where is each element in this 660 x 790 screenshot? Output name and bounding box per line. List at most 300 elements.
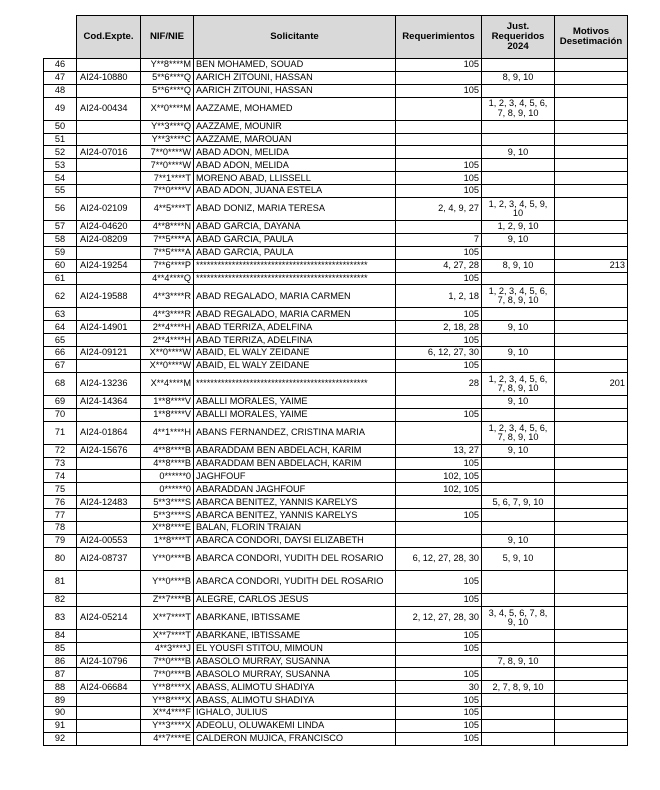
nif-nie-cell: 5**3****S	[141, 496, 194, 509]
just-requeridos-cell: 7, 8, 9, 10	[482, 655, 555, 668]
table-row	[44, 185, 628, 198]
table-row	[44, 593, 628, 606]
cod-expte-cell: AI24-02109	[77, 198, 141, 221]
table-row	[44, 259, 628, 272]
just-requeridos-cell	[482, 509, 555, 522]
motivos-cell	[555, 84, 628, 97]
table-row	[44, 334, 628, 347]
nif-nie-cell: 4**4****Q	[141, 272, 194, 285]
just-requeridos-cell: 9, 10	[482, 444, 555, 457]
cod-expte-cell	[77, 732, 141, 745]
row-number: 75	[44, 483, 77, 496]
motivos-cell	[555, 321, 628, 334]
motivos-cell	[555, 198, 628, 221]
cod-expte-cell	[77, 84, 141, 97]
cod-expte-cell: AI24-13236	[77, 372, 141, 395]
requerimientos-cell: 28	[396, 372, 482, 395]
solicitante-cell: CALDERON MUJICA, FRANCISCO	[194, 732, 396, 745]
requerimientos-cell: 30	[396, 681, 482, 694]
nif-nie-cell: 7**6****P	[141, 259, 194, 272]
nif-nie-cell: Y**3****X	[141, 719, 194, 732]
requerimientos-cell: 105	[396, 593, 482, 606]
solicitante-cell: ABASOLO MURRAY, SUSANNA	[194, 668, 396, 681]
table-row	[44, 172, 628, 185]
row-number: 70	[44, 408, 77, 421]
requerimientos-cell: 105	[396, 707, 482, 720]
row-number: 88	[44, 681, 77, 694]
solicitante-cell: JAGHFOUF	[194, 470, 396, 483]
solicitante-cell: ABAD TERRIZA, ADELFINA	[194, 334, 396, 347]
header-just-requeridos: Just. Requeridos 2024	[482, 16, 555, 59]
motivos-cell	[555, 681, 628, 694]
row-number: 86	[44, 655, 77, 668]
nif-nie-cell: X**0****W	[141, 347, 194, 360]
cod-expte-cell	[77, 408, 141, 421]
cod-expte-cell	[77, 133, 141, 146]
row-number: 91	[44, 719, 77, 732]
motivos-cell	[555, 246, 628, 259]
row-number: 49	[44, 97, 77, 120]
row-number: 53	[44, 159, 77, 172]
nif-nie-cell: 4**8****B	[141, 457, 194, 470]
motivos-cell	[555, 285, 628, 308]
nif-nie-cell: 0******0	[141, 470, 194, 483]
motivos-cell	[555, 470, 628, 483]
solicitante-cell: ABARADDAM BEN ABDELACH, KARIM	[194, 457, 396, 470]
cod-expte-cell	[77, 483, 141, 496]
nif-nie-cell: 7**5****A	[141, 233, 194, 246]
just-requeridos-cell: 5, 6, 7, 9, 10	[482, 496, 555, 509]
solicitante-cell: ABAID, EL WALY ZEIDANE	[194, 347, 396, 360]
just-requeridos-cell	[482, 246, 555, 259]
row-number: 62	[44, 285, 77, 308]
solicitante-cell: ALEGRE, CARLOS JESUS	[194, 593, 396, 606]
motivos-cell	[555, 629, 628, 642]
row-number: 46	[44, 59, 77, 72]
cod-expte-cell	[77, 694, 141, 707]
motivos-cell	[555, 159, 628, 172]
row-number: 78	[44, 522, 77, 535]
motivos-cell	[555, 97, 628, 120]
just-requeridos-cell	[482, 308, 555, 321]
table-row	[44, 408, 628, 421]
row-number: 77	[44, 509, 77, 522]
just-requeridos-cell	[482, 84, 555, 97]
table-row	[44, 444, 628, 457]
requerimientos-cell: 7	[396, 233, 482, 246]
just-requeridos-cell	[482, 642, 555, 655]
solicitante-cell: ABAD DONIZ, MARIA TERESA	[194, 198, 396, 221]
cod-expte-cell	[77, 308, 141, 321]
motivos-cell	[555, 444, 628, 457]
motivos-cell: 201	[555, 372, 628, 395]
solicitante-cell: ABAD ADON, JUANA ESTELA	[194, 185, 396, 198]
nif-nie-cell: 7**0****V	[141, 185, 194, 198]
requerimientos-cell	[396, 146, 482, 159]
table-row	[44, 221, 628, 234]
table-row	[44, 534, 628, 547]
just-requeridos-cell	[482, 483, 555, 496]
solicitante-cell: ABAD GARCIA, PAULA	[194, 233, 396, 246]
requerimientos-cell	[396, 133, 482, 146]
just-requeridos-cell	[482, 522, 555, 535]
motivos-cell	[555, 334, 628, 347]
just-requeridos-cell	[482, 185, 555, 198]
motivos-cell	[555, 509, 628, 522]
cod-expte-cell	[77, 570, 141, 593]
solicitante-cell: AAZZAME, MOHAMED	[194, 97, 396, 120]
row-number: 79	[44, 534, 77, 547]
motivos-cell	[555, 522, 628, 535]
motivos-cell	[555, 395, 628, 408]
motivos-cell: 213	[555, 259, 628, 272]
solicitante-cell: ABAD GARCIA, DAYANA	[194, 221, 396, 234]
motivos-cell	[555, 570, 628, 593]
motivos-cell	[555, 133, 628, 146]
motivos-cell	[555, 71, 628, 84]
row-number: 85	[44, 642, 77, 655]
nif-nie-cell: Y**8****X	[141, 681, 194, 694]
requerimientos-cell: 105	[396, 732, 482, 745]
nif-nie-cell: Y**3****Q	[141, 120, 194, 133]
solicitante-cell: MORENO ABAD, LLISSELL	[194, 172, 396, 185]
nif-nie-cell: Y**8****X	[141, 694, 194, 707]
motivos-cell	[555, 172, 628, 185]
row-number: 57	[44, 221, 77, 234]
just-requeridos-cell	[482, 172, 555, 185]
solicitante-cell: ABAD ADON, MELIDA	[194, 159, 396, 172]
cod-expte-cell	[77, 360, 141, 373]
motivos-cell	[555, 483, 628, 496]
solicitante-cell: ABAD ADON, MELIDA	[194, 146, 396, 159]
cod-expte-cell: AI24-04620	[77, 221, 141, 234]
requerimientos-cell	[396, 221, 482, 234]
requerimientos-cell: 13, 27	[396, 444, 482, 457]
cod-expte-cell	[77, 59, 141, 72]
cod-expte-cell	[77, 668, 141, 681]
just-requeridos-cell	[482, 457, 555, 470]
table-body	[44, 59, 628, 746]
nif-nie-cell: X**0****W	[141, 360, 194, 373]
solicitante-cell: ABARKANE, IBTISSAME	[194, 606, 396, 629]
solicitante-cell: AAZZAME, MAROUAN	[194, 133, 396, 146]
row-number: 87	[44, 668, 77, 681]
cod-expte-cell	[77, 272, 141, 285]
requerimientos-cell	[396, 71, 482, 84]
cod-expte-cell: AI24-08209	[77, 233, 141, 246]
solicitante-cell: ABARCA CONDORI, YUDITH DEL ROSARIO	[194, 547, 396, 570]
row-number: 50	[44, 120, 77, 133]
just-requeridos-cell	[482, 593, 555, 606]
row-number: 81	[44, 570, 77, 593]
just-requeridos-cell	[482, 159, 555, 172]
cod-expte-cell: AI24-14364	[77, 395, 141, 408]
table-row	[44, 457, 628, 470]
nif-nie-cell: 1**8****V	[141, 408, 194, 421]
solicitante-cell: IGHALO, JULIUS	[194, 707, 396, 720]
just-requeridos-cell: 2, 7, 8, 9, 10	[482, 681, 555, 694]
row-number: 60	[44, 259, 77, 272]
solicitante-cell: ABASOLO MURRAY, SUSANNA	[194, 655, 396, 668]
solicitante-cell: ABARCA CONDORI, DAYSI ELIZABETH	[194, 534, 396, 547]
just-requeridos-cell: 9, 10	[482, 347, 555, 360]
cod-expte-cell	[77, 470, 141, 483]
just-requeridos-cell: 9, 10	[482, 146, 555, 159]
cod-expte-cell: AI24-12483	[77, 496, 141, 509]
motivos-cell	[555, 668, 628, 681]
row-number: 54	[44, 172, 77, 185]
solicitante-cell: EL YOUSFI STITOU, MIMOUN	[194, 642, 396, 655]
cod-expte-cell: AI24-07016	[77, 146, 141, 159]
solicitante-cell: ABASS, ALIMOTU SHADIYA	[194, 694, 396, 707]
table-row	[44, 233, 628, 246]
header-cod-expte: Cod.Expte.	[77, 16, 141, 59]
cod-expte-cell	[77, 246, 141, 259]
requerimientos-cell: 105	[396, 509, 482, 522]
row-number: 89	[44, 694, 77, 707]
header-num	[44, 16, 77, 59]
solicitante-cell: AARICH ZITOUNI, HASSAN	[194, 84, 396, 97]
cod-expte-cell	[77, 642, 141, 655]
row-number: 52	[44, 146, 77, 159]
cod-expte-cell	[77, 159, 141, 172]
requerimientos-cell: 105	[396, 185, 482, 198]
solicitante-cell: ABARCA CONDORI, YUDITH DEL ROSARIO	[194, 570, 396, 593]
motivos-cell	[555, 707, 628, 720]
row-number: 58	[44, 233, 77, 246]
table-row	[44, 372, 628, 395]
table-row	[44, 570, 628, 593]
nif-nie-cell: 1**8****T	[141, 534, 194, 547]
solicitante-cell: ABARKANE, IBTISSAME	[194, 629, 396, 642]
solicitante-cell: ABAD REGALADO, MARIA CARMEN	[194, 285, 396, 308]
applicants-table	[43, 15, 628, 746]
just-requeridos-cell: 9, 10	[482, 233, 555, 246]
solicitante-cell: ABARCA BENITEZ, YANNIS KARELYS	[194, 496, 396, 509]
requerimientos-cell: 105	[396, 84, 482, 97]
motivos-cell	[555, 360, 628, 373]
cod-expte-cell	[77, 629, 141, 642]
table-row	[44, 719, 628, 732]
row-number: 67	[44, 360, 77, 373]
table-row	[44, 120, 628, 133]
table-row	[44, 360, 628, 373]
nif-nie-cell: X**0****M	[141, 97, 194, 120]
motivos-cell	[555, 457, 628, 470]
requerimientos-cell: 6, 12, 27, 28, 30	[396, 547, 482, 570]
solicitante-cell: BEN MOHAMED, SOUAD	[194, 59, 396, 72]
just-requeridos-cell: 9, 10	[482, 534, 555, 547]
just-requeridos-cell: 1, 2, 3, 4, 5, 6, 7, 8, 9, 10	[482, 285, 555, 308]
requerimientos-cell: 105	[396, 59, 482, 72]
cod-expte-cell: AI24-06684	[77, 681, 141, 694]
cod-expte-cell: AI24-00553	[77, 534, 141, 547]
nif-nie-cell: 4**8****B	[141, 444, 194, 457]
cod-expte-cell	[77, 120, 141, 133]
row-number: 76	[44, 496, 77, 509]
nif-nie-cell: Z**7****B	[141, 593, 194, 606]
solicitante-cell: ABAD TERRIZA, ADELFINA	[194, 321, 396, 334]
nif-nie-cell: 4**3****R	[141, 285, 194, 308]
table-row	[44, 732, 628, 745]
motivos-cell	[555, 694, 628, 707]
header-solicitante: Solicitante	[194, 16, 396, 59]
requerimientos-cell: 105	[396, 308, 482, 321]
row-number: 74	[44, 470, 77, 483]
table-row	[44, 198, 628, 221]
cod-expte-cell	[77, 185, 141, 198]
table-row	[44, 470, 628, 483]
cod-expte-cell	[77, 334, 141, 347]
nif-nie-cell: 7**0****B	[141, 655, 194, 668]
requerimientos-cell: 4, 27, 28	[396, 259, 482, 272]
motivos-cell	[555, 221, 628, 234]
requerimientos-cell: 105	[396, 570, 482, 593]
nif-nie-cell: 4**8****N	[141, 221, 194, 234]
table-row	[44, 159, 628, 172]
nif-nie-cell: 4**3****J	[141, 642, 194, 655]
cod-expte-cell	[77, 457, 141, 470]
just-requeridos-cell: 1, 2, 3, 4, 5, 6, 7, 8, 9, 10	[482, 97, 555, 120]
nif-nie-cell: X**7****T	[141, 629, 194, 642]
solicitante-cell: ************************************************	[194, 259, 396, 272]
nif-nie-cell: 7**0****W	[141, 159, 194, 172]
nif-nie-cell: X**4****M	[141, 372, 194, 395]
table-row	[44, 146, 628, 159]
solicitante-cell: ************************************************	[194, 372, 396, 395]
just-requeridos-cell: 9, 10	[482, 321, 555, 334]
nif-nie-cell: 7**1****T	[141, 172, 194, 185]
motivos-cell	[555, 719, 628, 732]
header-nif-nie: NIF/NIE	[141, 16, 194, 59]
just-requeridos-cell	[482, 470, 555, 483]
cod-expte-cell: AI24-19588	[77, 285, 141, 308]
table-row	[44, 681, 628, 694]
requerimientos-cell	[396, 496, 482, 509]
just-requeridos-cell: 1, 2, 9, 10	[482, 221, 555, 234]
row-number: 56	[44, 198, 77, 221]
motivos-cell	[555, 496, 628, 509]
requerimientos-cell: 105	[396, 172, 482, 185]
cod-expte-cell	[77, 522, 141, 535]
solicitante-cell: ABARCA BENITEZ, YANNIS KARELYS	[194, 509, 396, 522]
table-row	[44, 522, 628, 535]
row-number: 65	[44, 334, 77, 347]
row-number: 83	[44, 606, 77, 629]
motivos-cell	[555, 732, 628, 745]
cod-expte-cell: AI24-14901	[77, 321, 141, 334]
cod-expte-cell	[77, 593, 141, 606]
solicitante-cell: BALAN, FLORIN TRAIAN	[194, 522, 396, 535]
table-row	[44, 629, 628, 642]
requerimientos-cell: 105	[396, 457, 482, 470]
nif-nie-cell: 5**6****Q	[141, 84, 194, 97]
nif-nie-cell: Y**3****C	[141, 133, 194, 146]
solicitante-cell: AAZZAME, MOUNIR	[194, 120, 396, 133]
table-row	[44, 321, 628, 334]
requerimientos-cell: 105	[396, 629, 482, 642]
requerimientos-cell	[396, 120, 482, 133]
just-requeridos-cell	[482, 272, 555, 285]
table-row	[44, 509, 628, 522]
requerimientos-cell: 1, 2, 18	[396, 285, 482, 308]
motivos-cell	[555, 642, 628, 655]
cod-expte-cell	[77, 172, 141, 185]
nif-nie-cell: 4**3****R	[141, 308, 194, 321]
table-row	[44, 97, 628, 120]
nif-nie-cell: X**8****E	[141, 522, 194, 535]
nif-nie-cell: 4**1****H	[141, 421, 194, 444]
solicitante-cell: ABARADDAN JAGHFOUF	[194, 483, 396, 496]
nif-nie-cell: 1**8****V	[141, 395, 194, 408]
requerimientos-cell: 105	[396, 642, 482, 655]
just-requeridos-cell	[482, 732, 555, 745]
cod-expte-cell	[77, 509, 141, 522]
row-number: 80	[44, 547, 77, 570]
table-row	[44, 496, 628, 509]
just-requeridos-cell: 9, 10	[482, 395, 555, 408]
table-row	[44, 707, 628, 720]
row-number: 82	[44, 593, 77, 606]
table-row	[44, 285, 628, 308]
motivos-cell	[555, 547, 628, 570]
nif-nie-cell: 4**5****T	[141, 198, 194, 221]
nif-nie-cell: 7**0****B	[141, 668, 194, 681]
table-row	[44, 483, 628, 496]
row-number: 90	[44, 707, 77, 720]
just-requeridos-cell: 8, 9, 10	[482, 259, 555, 272]
just-requeridos-cell: 8, 9, 10	[482, 71, 555, 84]
row-number: 61	[44, 272, 77, 285]
table-row	[44, 642, 628, 655]
motivos-cell	[555, 146, 628, 159]
nif-nie-cell: Y**0****B	[141, 570, 194, 593]
table-row	[44, 655, 628, 668]
row-number: 47	[44, 71, 77, 84]
row-number: 48	[44, 84, 77, 97]
motivos-cell	[555, 233, 628, 246]
just-requeridos-cell: 3, 4, 5, 6, 7, 8, 9, 10	[482, 606, 555, 629]
motivos-cell	[555, 408, 628, 421]
motivos-cell	[555, 59, 628, 72]
cod-expte-cell: AI24-08737	[77, 547, 141, 570]
requerimientos-cell: 6, 12, 27, 30	[396, 347, 482, 360]
cod-expte-cell: AI24-01864	[77, 421, 141, 444]
table-row	[44, 606, 628, 629]
just-requeridos-cell	[482, 133, 555, 146]
table-row	[44, 59, 628, 72]
row-number: 64	[44, 321, 77, 334]
nif-nie-cell: 2**4****H	[141, 334, 194, 347]
just-requeridos-cell	[482, 334, 555, 347]
just-requeridos-cell	[482, 719, 555, 732]
solicitante-cell: ABARADDAM BEN ABDELACH, KARIM	[194, 444, 396, 457]
cod-expte-cell	[77, 707, 141, 720]
motivos-cell	[555, 185, 628, 198]
nif-nie-cell: 2**4****H	[141, 321, 194, 334]
solicitante-cell: ABAD REGALADO, MARIA CARMEN	[194, 308, 396, 321]
just-requeridos-cell	[482, 694, 555, 707]
solicitante-cell: ************************************************	[194, 272, 396, 285]
motivos-cell	[555, 593, 628, 606]
row-number: 55	[44, 185, 77, 198]
solicitante-cell: ABASS, ALIMOTU SHADIYA	[194, 681, 396, 694]
nif-nie-cell: 5**6****Q	[141, 71, 194, 84]
requerimientos-cell	[396, 522, 482, 535]
cod-expte-cell: AI24-10796	[77, 655, 141, 668]
just-requeridos-cell: 1, 2, 3, 4, 5, 6, 7, 8, 9, 10	[482, 372, 555, 395]
just-requeridos-cell	[482, 59, 555, 72]
